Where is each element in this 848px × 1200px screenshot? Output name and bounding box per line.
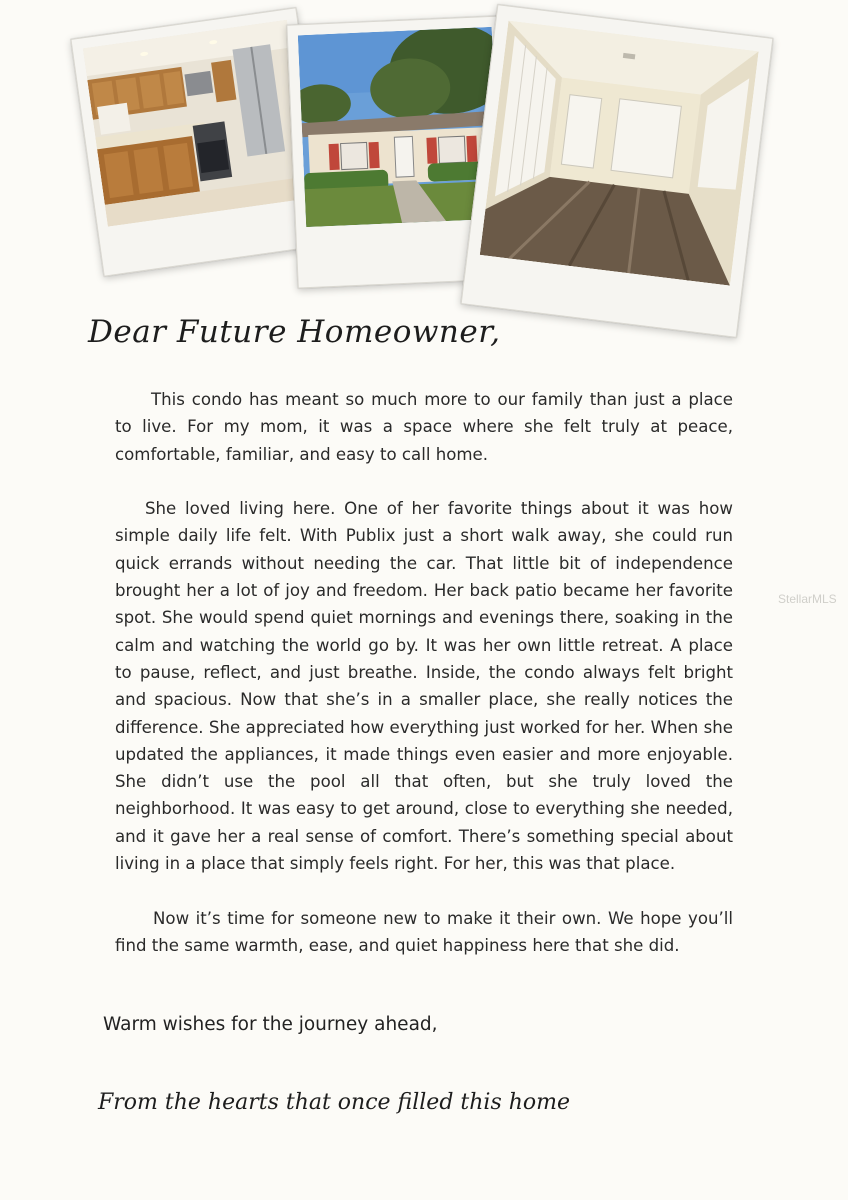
mls-watermark: StellarMLS: [778, 592, 837, 606]
letter-paragraph-1: This condo has meant so much more to our family than just a place to live. For my mom, it was a space where she felt truly at peace, comfortable, familiar, and easy to call home.: [115, 390, 733, 464]
letter-signature: From the hearts that once filled this home: [98, 1090, 571, 1115]
letter-paragraph-3: Now it’s time for someone new to make it their own. We hope you’ll find the same warmth, ease, and quiet happiness here that she did.: [115, 908, 733, 955]
letter-closing: Warm wishes for the journey ahead,: [103, 1014, 438, 1035]
letter-paragraph-2: She loved living here. One of her favorite things about it was how simple daily life felt. With Publix just a short walk away, she could run quick errands without needing the car. That little bit of independence brought her a lot of joy and freedom. Her back patio became her favorite spot. She would spend quiet mornings and evenings there, soaking in the calm and watching the world go by. It was her own little retreat. A place to pause, reflect, and just breathe. Inside, the condo always felt bright and spacious. Now that she’s in a smaller place, she really notices the difference. She appreciated how everything just worked for her. When she updated the appliances, it made things even easier and more enjoyable. She didn’t use the pool all that often, but she truly loved the neighborhood. It was easy to get around, close to everything she needed, and it gave her a real sense of comfort. There’s something special about living in a place that simply feels right. For her, this was that place.: [115, 499, 733, 874]
kitchen-image: [83, 20, 312, 227]
letter-greeting: Dear Future Homeowner,: [88, 314, 501, 350]
interior-image: [480, 21, 759, 286]
exterior-image: [298, 27, 500, 227]
letter-body: [115, 386, 733, 987]
interior-photo: [461, 4, 774, 338]
